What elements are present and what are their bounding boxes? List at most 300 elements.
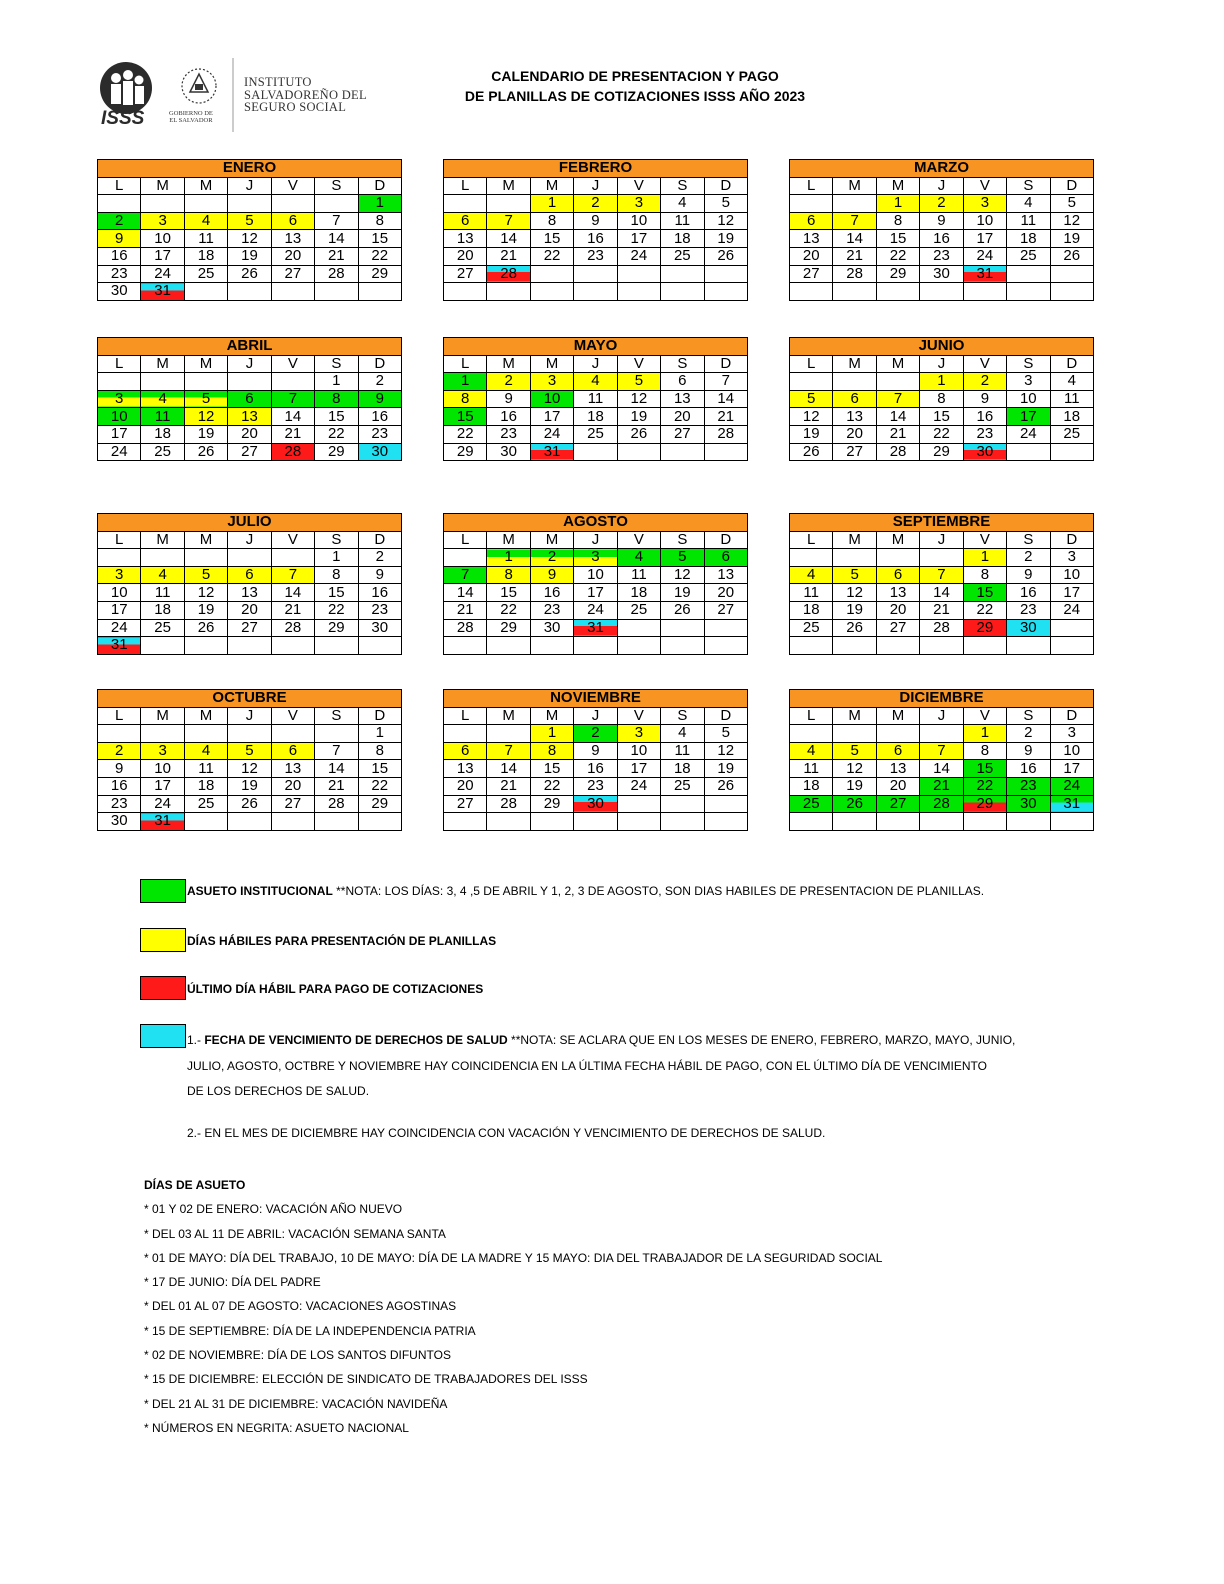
weekday-header: M — [530, 707, 573, 725]
weekday-header: M — [876, 531, 919, 549]
day-cell: 14 — [315, 760, 358, 778]
day-cell: 27 — [271, 265, 314, 283]
day-cell: 5 — [833, 566, 876, 584]
day-cell: 3 — [98, 390, 141, 408]
day-cell: 23 — [574, 777, 617, 795]
weekday-header: S — [661, 531, 704, 549]
day-cell: 15 — [963, 584, 1006, 602]
day-cell: 15 — [315, 584, 358, 602]
day-cell: 25 — [184, 265, 227, 283]
weekday-header: D — [358, 707, 401, 725]
day-cell: 1 — [444, 373, 487, 391]
holiday-item: * DEL 21 AL 31 DE DICIEMBRE: VACACIÓN NAVIDEÑA — [144, 1396, 448, 1411]
day-cell — [315, 725, 358, 743]
day-cell: 13 — [271, 230, 314, 248]
day-cell: 28 — [315, 795, 358, 813]
day-cell: 4 — [661, 725, 704, 743]
day-cell — [1050, 813, 1093, 831]
weekday-header: J — [920, 531, 963, 549]
day-cell: 14 — [315, 230, 358, 248]
legend-green-text: ASUETO INSTITUCIONAL **NOTA: LOS DÍAS: 3, 4 ,5 DE ABRIL Y 1, 2, 3 DE AGOSTO, SON DIAS HABILES DE PRESENTACION DE PLANILLAS. — [187, 884, 985, 898]
day-cell — [833, 283, 876, 301]
day-cell: 10 — [1007, 390, 1050, 408]
day-cell: 6 — [876, 566, 919, 584]
day-cell — [444, 195, 487, 213]
day-cell: 3 — [530, 373, 573, 391]
org-name: INSTITUTO SALVADOREÑO DEL SEGURO SOCIAL — [244, 75, 367, 114]
day-cell: 14 — [487, 760, 530, 778]
month-name: FEBRERO — [444, 160, 748, 178]
day-cell: 10 — [98, 584, 141, 602]
day-cell — [661, 637, 704, 655]
day-cell — [487, 283, 530, 301]
weekday-header: J — [920, 355, 963, 373]
day-cell: 3 — [98, 566, 141, 584]
day-cell: 25 — [574, 425, 617, 443]
day-cell: 11 — [184, 230, 227, 248]
day-cell — [574, 265, 617, 283]
day-cell: 12 — [790, 408, 833, 426]
holidays-list — [144, 1173, 882, 1440]
day-cell: 13 — [790, 230, 833, 248]
weekday-header: M — [141, 177, 184, 195]
day-cell: 27 — [876, 795, 919, 813]
day-cell: 14 — [704, 390, 747, 408]
day-cell: 20 — [444, 777, 487, 795]
day-cell: 13 — [444, 760, 487, 778]
day-cell: 2 — [98, 212, 141, 230]
holidays-title: DÍAS DE ASUETO — [144, 1178, 246, 1192]
day-cell: 15 — [530, 230, 573, 248]
day-cell — [184, 725, 227, 743]
day-cell — [833, 813, 876, 831]
day-cell: 3 — [574, 549, 617, 567]
day-cell: 10 — [1050, 742, 1093, 760]
day-cell: 21 — [315, 777, 358, 795]
weekday-header: M — [141, 531, 184, 549]
day-cell: 27 — [444, 265, 487, 283]
isss-logo-text: ISSS — [101, 108, 145, 129]
day-cell: 18 — [184, 777, 227, 795]
day-cell: 24 — [963, 247, 1006, 265]
day-cell: 11 — [661, 742, 704, 760]
day-cell — [271, 549, 314, 567]
day-cell: 2 — [487, 373, 530, 391]
day-cell: 13 — [271, 760, 314, 778]
day-cell: 28 — [271, 619, 314, 637]
day-cell: 19 — [184, 425, 227, 443]
day-cell: 29 — [358, 265, 401, 283]
day-cell: 14 — [833, 230, 876, 248]
day-cell: 10 — [617, 742, 660, 760]
day-cell — [704, 265, 747, 283]
day-cell: 21 — [833, 247, 876, 265]
day-cell: 15 — [963, 760, 1006, 778]
day-cell — [1007, 443, 1050, 461]
weekday-header: V — [963, 531, 1006, 549]
day-cell: 2 — [574, 725, 617, 743]
day-cell: 1 — [530, 725, 573, 743]
day-cell: 4 — [617, 549, 660, 567]
day-cell — [315, 813, 358, 831]
day-cell: 9 — [963, 390, 1006, 408]
day-cell: 27 — [228, 619, 271, 637]
weekday-header: M — [184, 531, 227, 549]
day-cell — [530, 813, 573, 831]
day-cell: 4 — [1050, 373, 1093, 391]
day-cell: 15 — [358, 760, 401, 778]
day-cell: 22 — [315, 601, 358, 619]
day-cell: 28 — [487, 265, 530, 283]
weekday-header: V — [617, 355, 660, 373]
day-cell: 28 — [487, 795, 530, 813]
weekday-header: S — [315, 707, 358, 725]
day-cell — [1007, 265, 1050, 283]
day-cell: 11 — [1050, 390, 1093, 408]
day-cell — [876, 549, 919, 567]
day-cell: 21 — [876, 425, 919, 443]
day-cell: 27 — [876, 619, 919, 637]
day-cell: 26 — [790, 443, 833, 461]
day-cell — [487, 725, 530, 743]
day-cell: 29 — [444, 443, 487, 461]
day-cell — [876, 637, 919, 655]
day-cell: 16 — [1007, 760, 1050, 778]
weekday-header: M — [487, 355, 530, 373]
day-cell: 31 — [530, 443, 573, 461]
weekday-header: D — [358, 531, 401, 549]
day-cell: 28 — [833, 265, 876, 283]
day-cell — [141, 373, 184, 391]
day-cell: 15 — [444, 408, 487, 426]
month-diciembre — [789, 689, 1094, 831]
day-cell — [228, 195, 271, 213]
day-cell — [184, 195, 227, 213]
day-cell — [1050, 265, 1093, 283]
day-cell: 6 — [444, 212, 487, 230]
day-cell: 31 — [963, 265, 1006, 283]
day-cell: 19 — [184, 601, 227, 619]
day-cell: 14 — [876, 408, 919, 426]
weekday-header: S — [315, 355, 358, 373]
day-cell: 15 — [315, 408, 358, 426]
gov-label: GOBIERNO DE EL SALVADOR — [169, 110, 213, 124]
day-cell: 12 — [617, 390, 660, 408]
month-name: SEPTIEMBRE — [790, 514, 1094, 532]
day-cell — [790, 373, 833, 391]
day-cell — [833, 637, 876, 655]
day-cell: 9 — [530, 566, 573, 584]
weekday-header: M — [487, 177, 530, 195]
day-cell: 23 — [1007, 601, 1050, 619]
weekday-header: S — [1007, 177, 1050, 195]
day-cell — [790, 813, 833, 831]
day-cell: 4 — [1007, 195, 1050, 213]
day-cell: 18 — [1050, 408, 1093, 426]
day-cell: 14 — [271, 408, 314, 426]
day-cell — [1050, 637, 1093, 655]
day-cell: 4 — [141, 566, 184, 584]
day-cell: 1 — [487, 549, 530, 567]
day-cell: 17 — [963, 230, 1006, 248]
day-cell: 26 — [833, 619, 876, 637]
day-cell: 9 — [1007, 566, 1050, 584]
weekday-header: J — [228, 531, 271, 549]
day-cell: 28 — [444, 619, 487, 637]
day-cell: 20 — [228, 601, 271, 619]
day-cell: 16 — [1007, 584, 1050, 602]
day-cell: 8 — [963, 742, 1006, 760]
day-cell: 22 — [358, 777, 401, 795]
day-cell: 14 — [271, 584, 314, 602]
day-cell: 8 — [530, 212, 573, 230]
weekday-header: M — [530, 177, 573, 195]
day-cell — [1050, 619, 1093, 637]
day-cell: 22 — [487, 601, 530, 619]
day-cell — [228, 373, 271, 391]
day-cell: 11 — [661, 212, 704, 230]
day-cell: 13 — [444, 230, 487, 248]
day-cell: 13 — [704, 566, 747, 584]
weekday-header: L — [790, 531, 833, 549]
day-cell — [876, 813, 919, 831]
weekday-header: V — [271, 177, 314, 195]
weekday-header: V — [271, 707, 314, 725]
weekday-header: V — [617, 531, 660, 549]
day-cell — [876, 725, 919, 743]
day-cell — [920, 725, 963, 743]
day-cell: 10 — [617, 212, 660, 230]
day-cell — [790, 195, 833, 213]
weekday-header: M — [487, 531, 530, 549]
day-cell: 22 — [444, 425, 487, 443]
day-cell — [574, 443, 617, 461]
day-cell: 20 — [704, 584, 747, 602]
day-cell: 9 — [574, 742, 617, 760]
day-cell: 5 — [228, 212, 271, 230]
day-cell: 25 — [790, 795, 833, 813]
day-cell: 4 — [141, 390, 184, 408]
day-cell: 20 — [876, 601, 919, 619]
month-octubre — [97, 689, 402, 831]
day-cell — [358, 283, 401, 301]
day-cell: 2 — [574, 195, 617, 213]
day-cell: 12 — [833, 584, 876, 602]
day-cell: 22 — [963, 777, 1006, 795]
weekday-header: M — [833, 707, 876, 725]
weekday-header: M — [833, 177, 876, 195]
legend-yellow-swatch — [140, 928, 186, 952]
day-cell: 31 — [574, 619, 617, 637]
day-cell: 16 — [358, 584, 401, 602]
day-cell — [228, 283, 271, 301]
day-cell: 22 — [358, 247, 401, 265]
day-cell: 13 — [228, 584, 271, 602]
day-cell — [661, 265, 704, 283]
day-cell: 9 — [358, 390, 401, 408]
weekday-header: V — [271, 531, 314, 549]
day-cell — [1007, 283, 1050, 301]
weekday-header: D — [358, 177, 401, 195]
day-cell: 29 — [963, 795, 1006, 813]
month-name: AGOSTO — [444, 514, 748, 532]
day-cell: 10 — [1050, 566, 1093, 584]
day-cell: 22 — [963, 601, 1006, 619]
day-cell: 3 — [1007, 373, 1050, 391]
day-cell — [184, 637, 227, 655]
day-cell: 26 — [184, 619, 227, 637]
day-cell: 2 — [98, 742, 141, 760]
day-cell: 21 — [487, 777, 530, 795]
day-cell: 4 — [184, 212, 227, 230]
day-cell: 17 — [574, 584, 617, 602]
day-cell: 11 — [1007, 212, 1050, 230]
day-cell: 24 — [574, 601, 617, 619]
day-cell: 11 — [574, 390, 617, 408]
day-cell — [271, 725, 314, 743]
weekday-header: D — [704, 707, 747, 725]
day-cell: 12 — [833, 760, 876, 778]
day-cell: 28 — [876, 443, 919, 461]
day-cell: 30 — [963, 443, 1006, 461]
day-cell: 30 — [920, 265, 963, 283]
day-cell: 4 — [184, 742, 227, 760]
day-cell: 15 — [358, 230, 401, 248]
holiday-item: * DEL 01 AL 07 DE AGOSTO: VACACIONES AGOSTINAS — [144, 1299, 457, 1314]
day-cell: 21 — [920, 777, 963, 795]
day-cell: 10 — [141, 230, 184, 248]
day-cell — [963, 813, 1006, 831]
weekday-header: M — [141, 707, 184, 725]
day-cell: 26 — [661, 601, 704, 619]
day-cell: 19 — [617, 408, 660, 426]
day-cell: 12 — [184, 408, 227, 426]
day-cell: 17 — [617, 230, 660, 248]
weekday-header: V — [963, 177, 1006, 195]
day-cell — [530, 637, 573, 655]
day-cell: 9 — [920, 212, 963, 230]
day-cell — [358, 813, 401, 831]
day-cell: 23 — [358, 601, 401, 619]
day-cell — [1007, 813, 1050, 831]
day-cell — [574, 283, 617, 301]
day-cell — [487, 813, 530, 831]
day-cell — [790, 283, 833, 301]
day-cell: 22 — [530, 777, 573, 795]
day-cell — [141, 725, 184, 743]
day-cell: 24 — [141, 795, 184, 813]
day-cell: 9 — [574, 212, 617, 230]
month-name: ABRIL — [98, 338, 402, 356]
day-cell — [833, 195, 876, 213]
day-cell: 5 — [184, 390, 227, 408]
day-cell: 20 — [271, 247, 314, 265]
day-cell: 13 — [876, 760, 919, 778]
day-cell: 8 — [920, 390, 963, 408]
day-cell — [487, 195, 530, 213]
day-cell: 11 — [141, 408, 184, 426]
day-cell — [228, 813, 271, 831]
weekday-header: M — [184, 355, 227, 373]
day-cell — [617, 795, 660, 813]
day-cell: 29 — [920, 443, 963, 461]
day-cell — [444, 725, 487, 743]
day-cell — [790, 637, 833, 655]
weekday-header: L — [790, 707, 833, 725]
day-cell: 12 — [704, 742, 747, 760]
day-cell: 12 — [228, 760, 271, 778]
day-cell: 13 — [833, 408, 876, 426]
day-cell: 30 — [530, 619, 573, 637]
day-cell — [661, 813, 704, 831]
weekday-header: J — [574, 531, 617, 549]
day-cell: 16 — [487, 408, 530, 426]
day-cell — [963, 283, 1006, 301]
day-cell — [98, 549, 141, 567]
day-cell: 7 — [487, 212, 530, 230]
weekday-header: L — [98, 707, 141, 725]
day-cell: 19 — [704, 230, 747, 248]
day-cell: 25 — [617, 601, 660, 619]
day-cell — [444, 813, 487, 831]
day-cell: 30 — [1007, 619, 1050, 637]
weekday-header: D — [1050, 177, 1093, 195]
day-cell — [271, 195, 314, 213]
day-cell — [141, 195, 184, 213]
day-cell: 23 — [1007, 777, 1050, 795]
weekday-header: D — [1050, 355, 1093, 373]
day-cell: 2 — [358, 373, 401, 391]
day-cell: 30 — [574, 795, 617, 813]
day-cell: 30 — [98, 813, 141, 831]
day-cell — [617, 443, 660, 461]
weekday-header: D — [704, 355, 747, 373]
isss-logo-icon — [98, 58, 248, 136]
day-cell: 26 — [704, 247, 747, 265]
legend-cyan-swatch — [140, 1024, 186, 1048]
month-febrero — [443, 159, 748, 301]
day-cell — [920, 549, 963, 567]
day-cell: 19 — [833, 777, 876, 795]
day-cell: 24 — [98, 619, 141, 637]
day-cell: 11 — [790, 760, 833, 778]
day-cell: 8 — [315, 390, 358, 408]
weekday-header: S — [661, 707, 704, 725]
holiday-item: * 02 DE NOVIEMBRE: DÍA DE LOS SANTOS DIFUNTOS — [144, 1348, 451, 1363]
day-cell: 9 — [487, 390, 530, 408]
day-cell: 17 — [141, 247, 184, 265]
day-cell — [661, 795, 704, 813]
day-cell: 3 — [1050, 725, 1093, 743]
month-name: ENERO — [98, 160, 402, 178]
weekday-header: J — [574, 707, 617, 725]
day-cell — [271, 813, 314, 831]
day-cell: 18 — [141, 425, 184, 443]
day-cell: 8 — [963, 566, 1006, 584]
day-cell — [184, 283, 227, 301]
day-cell: 16 — [358, 408, 401, 426]
weekday-header: M — [184, 707, 227, 725]
weekday-header: V — [617, 177, 660, 195]
day-cell: 10 — [141, 760, 184, 778]
day-cell — [704, 813, 747, 831]
day-cell: 26 — [833, 795, 876, 813]
month-name: MAYO — [444, 338, 748, 356]
day-cell: 14 — [487, 230, 530, 248]
day-cell: 1 — [358, 195, 401, 213]
month-name: DICIEMBRE — [790, 690, 1094, 708]
weekday-header: S — [661, 355, 704, 373]
